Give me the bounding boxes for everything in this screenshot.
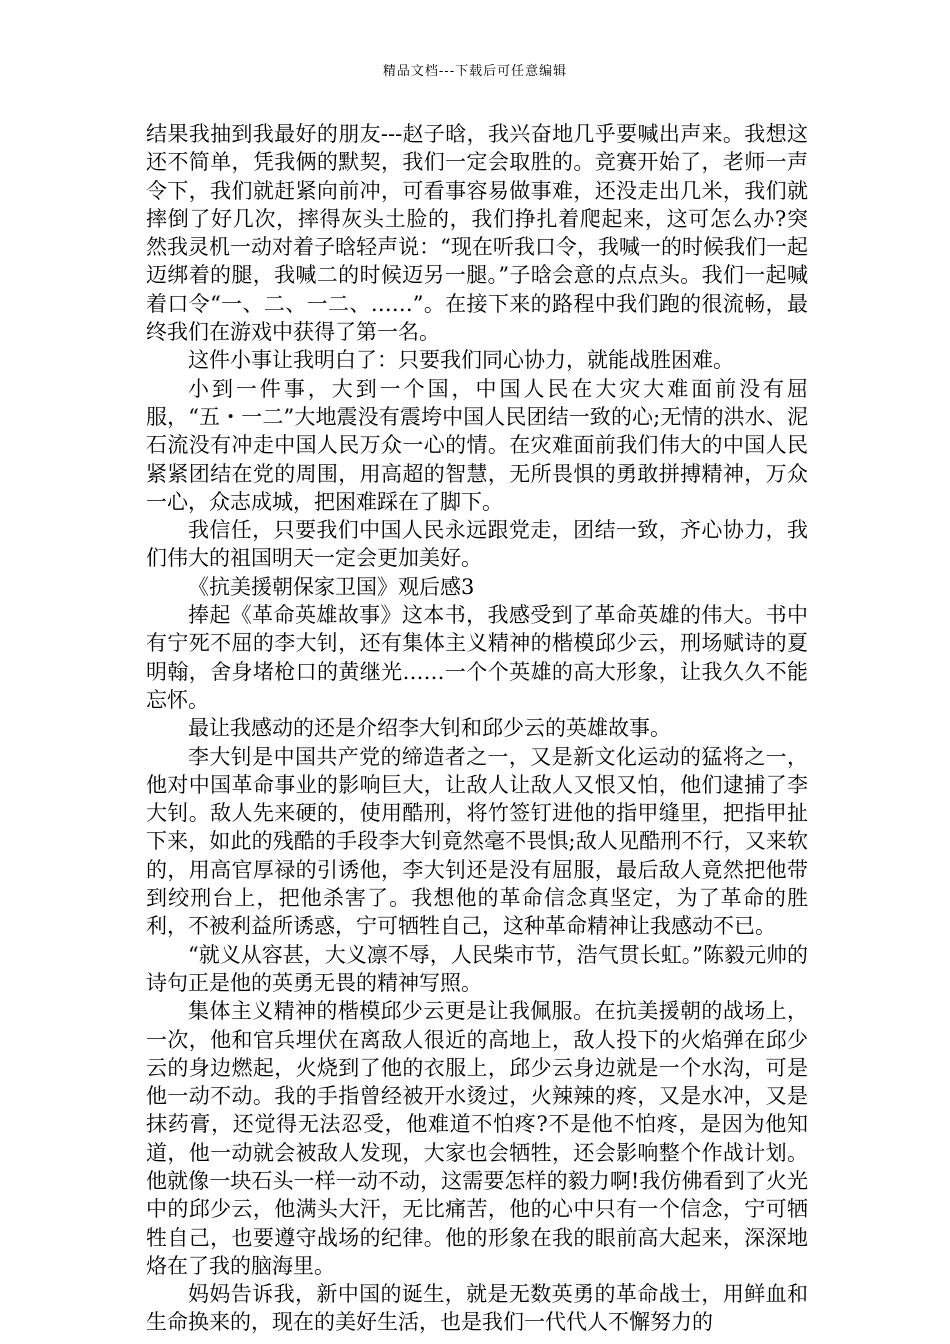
paragraph: 集体主义精神的楷模邱少云更是让我佩服。在抗美援朝的战场上，一次，他和官兵埋伏在离敌人很近的高地上，敌人投下的火焰弹在邱少云的身边燃起，火烧到了他的衣服上，邱少云身边就是一个水沟，可是他一动不动。我的手指曾经被开水烫过，火辣辣的疼，又是水冲，又是抹药膏，还觉得无法忍受，他难道不怕疼?不是他不怕疼，是因为他知道，他一动就会被敌人发现，大家也会牺牲，还会影响整个作战计划。他就像一块石头一样一动不动，这需要怎样的毅力啊!我仿佛看到了火光中的邱少云，他满头大汗，无比痛苦，他的心中只有一个信念，宁可牺牲自己，也要遵守战场的纪律。他的形象在我的眼前高大起来，深深地烙在了我的脑海里。 xyxy=(146,999,808,1278)
document-body xyxy=(146,120,808,1337)
paragraph: 结果我抽到我最好的朋友---赵子晗，我兴奋地几乎要喊出声来。我想这还不简单，凭我俩的默契，我们一定会取胜的。竞赛开始了，老师一声令下，我们就赶紧向前冲，可看事容易做事难，还没走出几米，我们就摔倒了好几次，摔得灰头土脸的，我们挣扎着爬起来，这可怎么办?突然我灵机一动对着子晗轻声说：“现在听我口令，我喊一的时候我们一起迈绑着的腿，我喊二的时候迈另一腿。”子晗会意的点点头。我们一起喊着口令“一、二、一二、……”。在接下来的路程中我们跑的很流畅，最终我们在游戏中获得了第一名。 xyxy=(146,122,808,345)
paragraph: 小到一件事，大到一个国，中国人民在大灾大难面前没有屈服，“五・一二”大地震没有震垮中国人民团结一致的心;无情的洪水、泥石流没有冲走中国人民万众一心的情。在灾难面前我们伟大的中国人民紧紧团结在党的周围，用高超的智慧，无所畏惧的勇敢拼搏精神，万众一心，众志成城，把困难踩在了脚下。 xyxy=(146,376,808,514)
paragraph: 捧起《革命英雄故事》这本书，我感受到了革命英雄的伟大。书中有宁死不屈的李大钊，还有集体主义精神的楷模邱少云，刑场赋诗的夏明翰，舍身堵枪口的黄继光……一个个英雄的高大形象，让我久久不能忘怀。 xyxy=(146,603,808,712)
page-header: 精品文档---下载后可任意编辑 xyxy=(382,64,568,79)
paragraph: 李大钊是中国共产党的缔造者之一，又是新文化运动的猛将之一，他对中国革命事业的影响巨大，让敌人让敌人又恨又怕，他们逮捕了李大钊。敌人先来硬的，使用酷刑，将竹签钉进他的指甲缝里，把指甲扯下来，如此的残酷的手段李大钊竟然毫不畏惧;敌人见酷刑不行，又来软的，用高官厚禄的引诱他，李大钊还是没有屈服，最后敌人竟然把他带到绞刑台上，把他杀害了。我想他的革命信念真坚定，为了革命的胜利，不被利益所诱惑，宁可牺牲自己，这种革命精神让我感动不已。 xyxy=(146,744,808,939)
paragraph: 妈妈告诉我，新中国的诞生，就是无数英勇的革命战士，用鲜血和生命换来的，现在的美好生活，也是我们一代代人不懈努力的 xyxy=(146,1282,808,1335)
paragraph: 最让我感动的还是介绍李大钊和邱少云的英雄故事。 xyxy=(188,716,671,741)
paragraph: “就义从容甚，大义凛不辱，人民柴市节，浩气贯长虹。”陈毅元帅的诗句正是他的英勇无畏的精神写照。 xyxy=(146,942,808,995)
paragraph: 我信任，只要我们中国人民永远跟党走，团结一致，齐心协力，我们伟大的祖国明天一定会更加美好。 xyxy=(146,518,808,571)
section-title: 《抗美援朝保家卫国》观后感3 xyxy=(188,574,475,599)
paragraph: 这件小事让我明白了：只要我们同心协力，就能战胜困难。 xyxy=(188,348,734,373)
